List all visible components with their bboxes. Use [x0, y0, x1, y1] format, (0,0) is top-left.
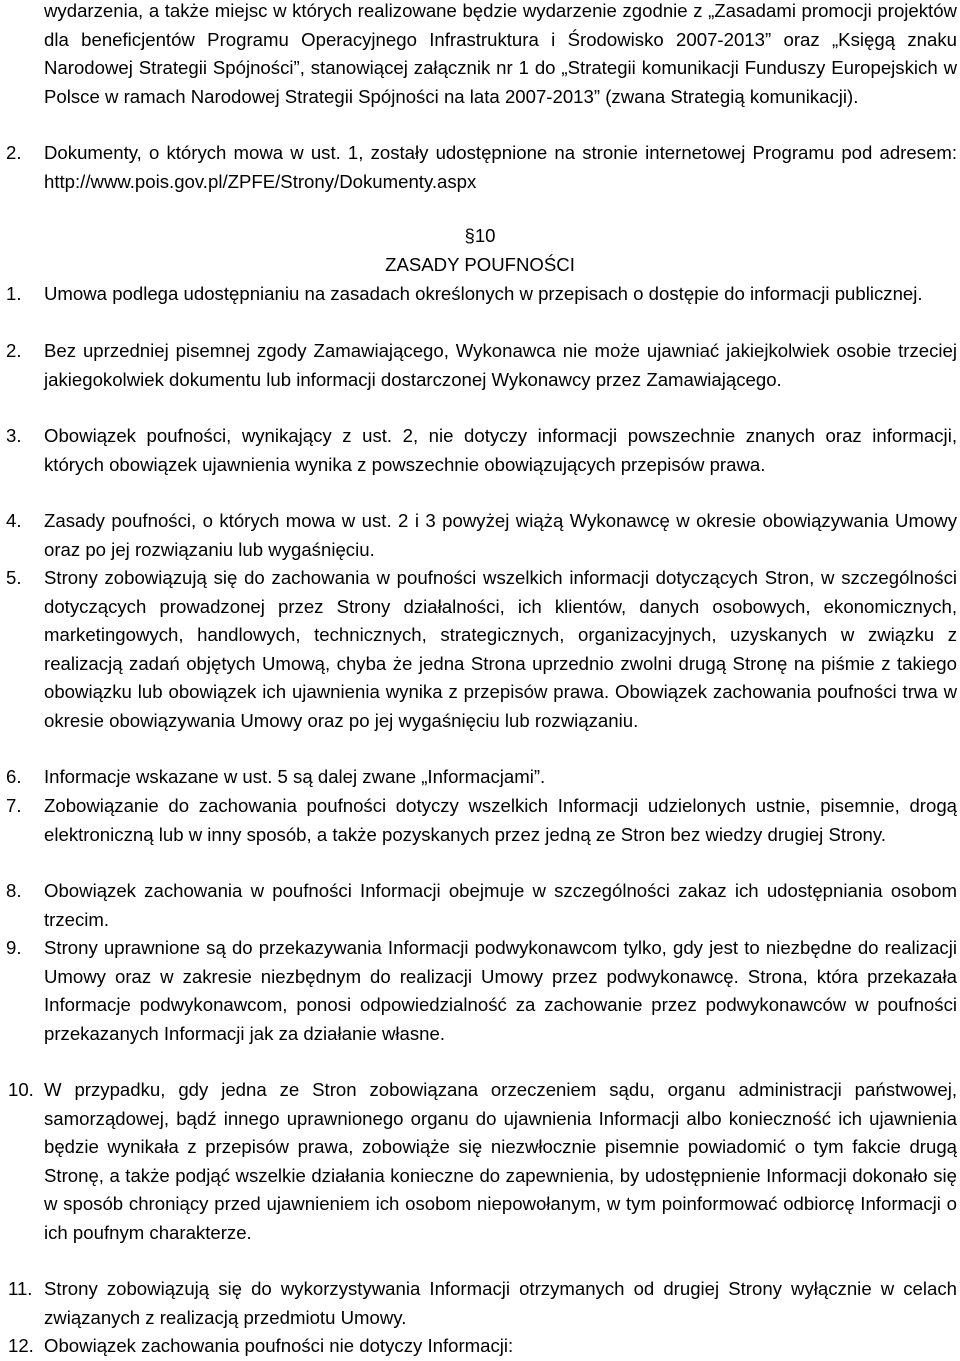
list-item-3 — [6, 422, 957, 479]
list-item-9 — [6, 934, 957, 1048]
item-text: Informacje wskazane w ust. 5 są dalej zwane „Informacjami”. — [44, 766, 546, 787]
list-item-6 — [6, 763, 957, 792]
list-item-2 — [6, 337, 957, 394]
item-number: 6. — [6, 766, 22, 787]
item-number: 3. — [6, 425, 22, 446]
item-text: Strony zobowiązują się do wykorzystywania Informacji otrzymanych od drugiej Strony wyłącznie w celach związanych z realizacją przedmiotu Umowy. — [44, 1278, 957, 1328]
item-number: 12. — [8, 1335, 34, 1356]
list-item-5 — [6, 564, 957, 736]
section-number — [0, 222, 960, 251]
item-number: 11. — [8, 1278, 33, 1299]
item-text: Zasady poufności, o których mowa w ust. 2 i 3 powyżej wiążą Wykonawcę w okresie obowiązywania Umowy oraz po jej rozwiązaniu lub wygaśnięciu. — [44, 510, 957, 560]
item-number: 10. — [8, 1079, 34, 1100]
section-symbol: § — [464, 225, 475, 246]
item-text: W przypadku, gdy jedna ze Stron zobowiązana orzeczeniem sądu, organu administracji państwowej, samorządowej, bądź innego uprawnionego organu do ujawnienia Informacji albo konieczność ich ujawnienia będzie wynikała z przepisów prawa, zobowiąże się niezwłocznie pisemnie powiadomić o tym fakcie drugą Stronę, a także podjąć wszelkie działania konieczne do zapewnienia, by udostępnienie Informacji dokonało się w sposób chroniący przed ujawnieniem ich osobom niepowołanym, w tym poinformować odbiorcę Informacji o ich poufnym charakterze. — [44, 1079, 957, 1243]
item-number: 7. — [6, 795, 22, 816]
item-number: 2. — [6, 340, 22, 361]
item-text: Bez uprzedniej pisemnej zgody Zamawiającego, Wykonawca nie może ujawniać jakiejkolwiek osobie trzeciej jakiegokolwiek dokumentu lub informacji dostarczonej Wykonawcy przez Zamawiającego. — [44, 340, 957, 390]
list-item-7 — [6, 792, 957, 849]
item-number: 8. — [6, 880, 22, 901]
item-text: Strony zobowiązują się do zachowania w poufności wszelkich informacji dotyczących Stron, w szczególności dotyczących prowadzonej przez Strony działalności, ich klientów, danych osobowych, ekonomicznych, marketingowych, handlowych, technicznych, strategicznych, organizacyjnych, uzyskanych w związku z realizacją zadań objętych Umową, chyba że jedna Strona uprzednio zwolni drugą Stronę na piśmie z takiego obowiązku lub obowiązek ich ujawnienia wynika z przepisów prawa. Obowiązek zachowania poufności trwa w okresie obowiązywania Umowy oraz po jej wygaśnięciu lub rozwiązaniu. — [44, 567, 957, 731]
item-number: 1. — [6, 283, 22, 304]
item-number: 2. — [6, 142, 22, 163]
item-text: Obowiązek poufności, wynikający z ust. 2, nie dotyczy informacji powszechnie znanych oraz informacji, których obowiązek ujawnienia wynika z powszechnie obowiązujących przepisów prawa. — [44, 425, 957, 475]
item-text: Zobowiązanie do zachowania poufności dotyczy wszelkich Informacji udzielonych ustnie, pisemnie, drogą elektroniczną lub w inny sposób, a także pozyskanych przez jedną ze Stron bez wiedzy drugiej Strony. — [44, 795, 957, 845]
section-title: ZASADY POUFNOŚCI — [385, 254, 575, 275]
intro-paragraph: wydarzenia, a także miejsc w których realizowane będzie wydarzenie zgodnie z „Zasadami promocji projektów dla beneficjentów Programu Operacyjnego Infrastruktura i Środowisko 2007-2013” oraz „Księgą znaku Narodowej Strategii Spójności”, stanowiącej załącznik nr 1 do „Strategii komunikacji Funduszy Europejskich w Polsce w ramach Narodowej Strategii Spójności na lata 2007-2013” (zwana Strategią komunikacji). — [44, 0, 957, 107]
item-text: Strony uprawnione są do przekazywania Informacji podwykonawcom tylko, gdy jest to niezbędne do realizacji Umowy oraz w zakresie niezbędnym do realizacji Umowy przez podwykonawcę. Strona, która przekazała Informacje podwykonawcom, ponosi odpowiedzialność za zachowanie przez podwykonawców w poufności przekazanych Informacji jak za działanie własne. — [44, 937, 957, 1044]
section-number-value: 10 — [474, 225, 496, 246]
item-text: Dokumenty, o których mowa w ust. 1, zostały udostępnione na stronie internetowej Programu pod adresem: http://www.pois.gov.pl/ZPFE/Strony/Dokumenty.aspx — [44, 142, 957, 192]
item-number: 5. — [6, 567, 22, 588]
item-number: 9. — [6, 937, 22, 958]
list-item-4 — [6, 507, 957, 564]
list-item-12 — [6, 1332, 957, 1361]
list-item-8 — [6, 877, 957, 934]
list-item-1 — [6, 280, 957, 309]
item-text: Umowa podlega udostępnianiu na zasadach określonych w przepisach o dostępie do informacji publicznej. — [44, 283, 923, 304]
item-text: Obowiązek zachowania w poufności Informacji obejmuje w szczególności zakaz ich udostępniania osobom trzecim. — [44, 880, 957, 930]
item-number: 4. — [6, 510, 22, 531]
item-text: Obowiązek zachowania poufności nie dotyczy Informacji: — [44, 1335, 514, 1356]
list-item-10 — [6, 1076, 957, 1248]
list-item-prev-2 — [6, 139, 957, 196]
list-item-11 — [6, 1275, 957, 1332]
